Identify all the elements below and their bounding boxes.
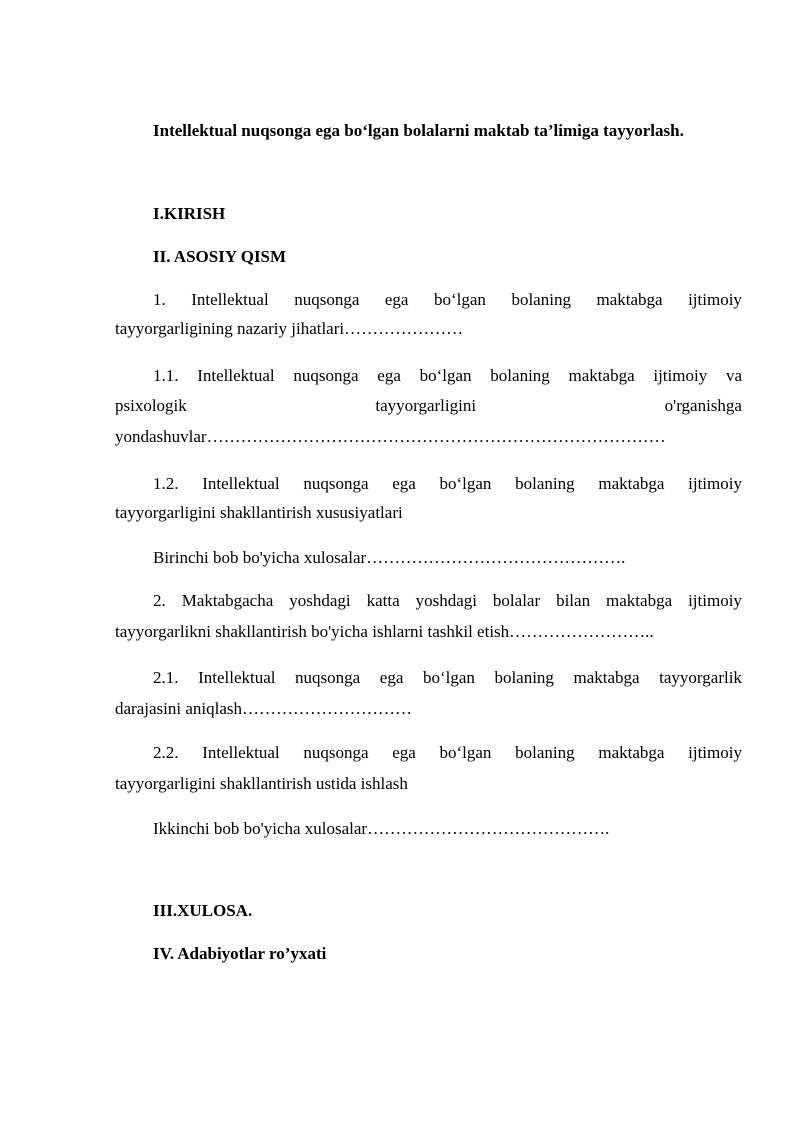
toc-chapter-2-conclusion: Ikkinchi bob bo'yicha xulosalar……………………………………. bbox=[153, 819, 610, 838]
toc-word: nuqsonga bbox=[293, 366, 359, 385]
toc-item-1-line-2: tayyorgarligining nazariy jihatlari………………… bbox=[115, 319, 464, 338]
toc-word: Intellektual bbox=[202, 474, 280, 493]
toc-word: bo‘lgan bbox=[439, 474, 492, 493]
toc-word: maktabga bbox=[606, 591, 673, 610]
section-heading-adabiyotlar: IV. Adabiyotlar ro’yxati bbox=[153, 944, 327, 963]
toc-word: maktabga bbox=[598, 474, 665, 493]
toc-word: ijtimoiy bbox=[688, 591, 742, 610]
toc-word: bo‘lgan bbox=[419, 366, 472, 385]
toc-item-2-1-line-1 bbox=[153, 667, 742, 689]
toc-word: bo‘lgan bbox=[434, 290, 486, 309]
toc-word: ijtimoiy bbox=[688, 743, 742, 762]
toc-word: 2. bbox=[153, 591, 166, 610]
toc-item-1-1-line-1 bbox=[153, 365, 742, 387]
toc-word: bo‘lgan bbox=[439, 743, 492, 762]
toc-word: maktabga bbox=[598, 743, 665, 762]
toc-word: bolaning bbox=[511, 290, 571, 309]
toc-item-1-2-line-2: tayyorgarligini shakllantirish xususiyatlari bbox=[115, 503, 403, 522]
toc-item-2-line-2: tayyorgarlikni shakllantirish bo'yicha ishlarni tashkil etish…………………….. bbox=[115, 622, 654, 641]
toc-word: 1.1. bbox=[153, 366, 179, 385]
toc-word: ijtimoiy bbox=[688, 474, 742, 493]
section-heading-kirish: I.KIRISH bbox=[153, 204, 226, 223]
toc-word: o'rganishga bbox=[664, 396, 742, 415]
toc-item-2-1-line-2: darajasini aniqlash………………………… bbox=[115, 699, 412, 718]
toc-word: 1.2. bbox=[153, 474, 179, 493]
toc-word: Intellektual bbox=[191, 290, 269, 309]
toc-word: yoshdagi bbox=[289, 591, 351, 610]
section-heading-xulosa: III.XULOSA. bbox=[153, 901, 253, 920]
toc-item-1-2-line-1 bbox=[153, 473, 742, 495]
section-heading-asosiy: II. ASOSIY QISM bbox=[153, 247, 287, 266]
toc-word: nuqsonga bbox=[295, 668, 361, 687]
toc-word: nuqsonga bbox=[303, 743, 369, 762]
toc-word: bilan bbox=[556, 591, 591, 610]
document-title: Intellektual nuqsonga ega bo‘lgan bolalarni maktab ta’limiga tayyorlash. bbox=[153, 121, 684, 140]
toc-word: ijtimoiy bbox=[653, 366, 708, 385]
toc-word: Intellektual bbox=[197, 366, 275, 385]
toc-word: bolalar bbox=[492, 591, 541, 610]
toc-item-1-1-line-3: yondashuvlar……………………………………………………………………… bbox=[115, 427, 666, 446]
toc-item-2-2-line-2: tayyorgarligini shakllantirish ustida ishlash bbox=[115, 774, 408, 793]
toc-word: va bbox=[725, 366, 742, 385]
toc-word: ega bbox=[384, 290, 409, 309]
toc-word: ega bbox=[377, 366, 401, 385]
toc-word: nuqsonga bbox=[294, 290, 360, 309]
toc-word: 1. bbox=[153, 290, 166, 309]
toc-chapter-1-conclusion: Birinchi bob bo'yicha xulosalar………………………………………. bbox=[153, 548, 626, 567]
toc-word: psixologik bbox=[115, 396, 187, 415]
toc-word: tayyorgarligini bbox=[375, 396, 477, 415]
toc-word: Intellektual bbox=[202, 743, 280, 762]
toc-word: bolaning bbox=[515, 743, 575, 762]
toc-word: bolaning bbox=[490, 366, 550, 385]
toc-word: bolaning bbox=[494, 668, 554, 687]
toc-word: nuqsonga bbox=[303, 474, 369, 493]
toc-item-1-1-line-2 bbox=[115, 395, 742, 417]
toc-item-2-line-1 bbox=[153, 590, 742, 612]
toc-item-1-line-1 bbox=[153, 289, 742, 311]
toc-word: Maktabgacha bbox=[181, 591, 274, 610]
toc-word: ega bbox=[379, 668, 404, 687]
toc-word: ega bbox=[392, 743, 416, 762]
toc-word: katta bbox=[366, 591, 400, 610]
toc-word: yoshdagi bbox=[415, 591, 477, 610]
toc-word: maktabga bbox=[573, 668, 640, 687]
toc-word: tayyorgarlik bbox=[659, 668, 742, 687]
toc-word: 2.2. bbox=[153, 743, 179, 762]
toc-word: ega bbox=[392, 474, 416, 493]
toc-item-2-2-line-1 bbox=[153, 742, 742, 764]
toc-word: ijtimoiy bbox=[688, 290, 742, 309]
toc-word: 2.1. bbox=[153, 668, 179, 687]
toc-word: bo‘lgan bbox=[422, 668, 475, 687]
toc-word: maktabga bbox=[568, 366, 635, 385]
toc-word: maktabga bbox=[596, 290, 663, 309]
toc-word: bolaning bbox=[515, 474, 575, 493]
toc-word: Intellektual bbox=[198, 668, 276, 687]
